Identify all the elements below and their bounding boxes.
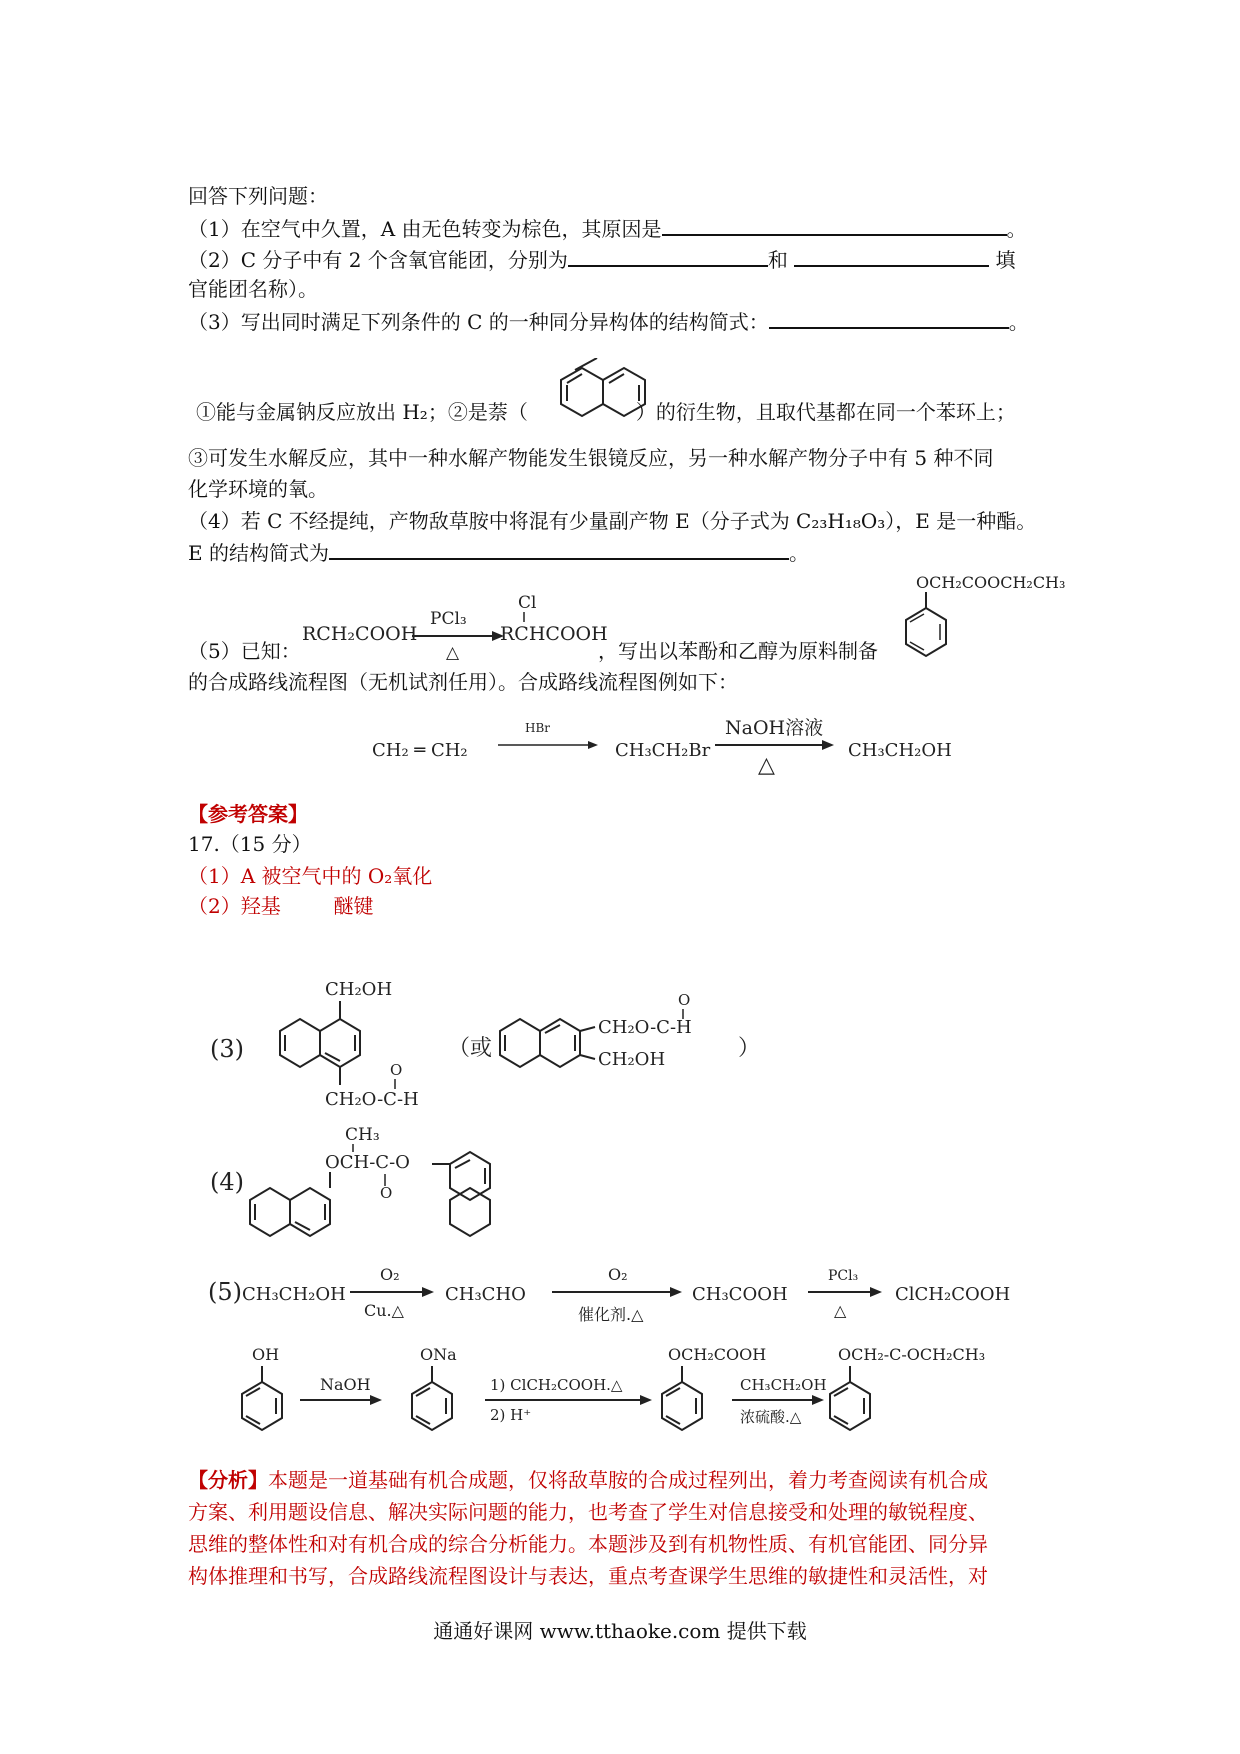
q3-suffix: 。 (1008, 310, 1029, 334)
r5-final: OCH₂-C-OCH₂CH₃ (838, 1345, 986, 1364)
q3-condition-3b: 化学环境的氧。 (188, 477, 328, 501)
r5-r1-top: O₂ (380, 1265, 400, 1284)
q5-line2: 的合成路线流程图（无机试剂任用）。合成路线流程图例如下： (188, 670, 738, 694)
r5-r3-top: PCl₃ (828, 1268, 859, 1284)
answer-2-second: 醚键 (333, 894, 374, 918)
answer-number: 17.（15 分） (188, 832, 312, 856)
example-r2: NaOH溶液 (725, 717, 824, 739)
answer-4-structure (200, 1120, 700, 1265)
example-r1: HBr (525, 721, 551, 735)
q3-text: （3）写出同时满足下列条件的 C 的一种同分异构体的结构简式： (188, 310, 769, 334)
a3-alt-ch2o-c-h: CH₂O-C-H (598, 1017, 692, 1038)
answer-5-label: (5) (208, 1278, 242, 1306)
a4-o: O (380, 1184, 393, 1202)
r5-s1: CH₃CH₂OH (242, 1284, 346, 1305)
r5-s2: CH₃CHO (445, 1284, 526, 1305)
answer-4-label: (4) (210, 1168, 244, 1196)
a4-och-c-o: OCH-C-O (325, 1152, 410, 1173)
question-3 (188, 307, 1029, 336)
example-c2: △ (758, 753, 775, 778)
a4-ch3: CH₃ (345, 1125, 380, 1145)
answer-heading: 【参考答案】 (188, 802, 308, 826)
analysis-line-3: 思维的整体性和对有机合成的综合分析能力。本题涉及到有机物性质、有机官能团、同分异 (188, 1532, 988, 1556)
example-route (370, 710, 970, 780)
q2-suffix: 填 (995, 248, 1016, 272)
known-product-cl: Cl (518, 593, 537, 613)
q1-text: （1）在空气中久置，A 由无色转变为棕色，其原因是 (188, 217, 662, 241)
q3-cond1-b: ）的衍生物，且取代基都在同一个苯环上； (635, 400, 1016, 424)
answer-2 (188, 892, 373, 920)
q4-answer-blank[interactable] (329, 538, 789, 560)
r5-step-a: 1) ClCH₂COOH.△ (490, 1376, 623, 1394)
intro-line: 回答下列问题： (188, 184, 328, 208)
q5-mid: ，写出以苯酚和乙醇为原料制备 (598, 639, 878, 663)
r5-esterify-top: CH₃CH₂OH (740, 1376, 827, 1394)
analysis-line-4: 构体推理和书写，合成路线流程图设计与表达，重点考查课学生思维的敏捷性和灵活性，对 (188, 1564, 988, 1588)
r5-esterify-bot: 浓硫酸.△ (740, 1408, 802, 1426)
r5-r3-bot: △ (834, 1301, 847, 1320)
r5-step-b: 2) H⁺ (490, 1406, 532, 1424)
q4-text: E 的结构简式为 (188, 541, 329, 565)
r5-oh: OH (252, 1345, 280, 1364)
a3-alt-o: O (678, 991, 691, 1009)
r5-s4: ClCH₂COOH (895, 1284, 1011, 1305)
q2-answer-blank-1[interactable] (568, 245, 768, 267)
answer-3-or: （或 (448, 1036, 493, 1061)
known-product: RCHCOOH (500, 623, 608, 645)
a3-o: O (390, 1061, 403, 1079)
q1-suffix: 。 (1006, 217, 1027, 241)
answer-3-structures (200, 975, 1060, 1135)
answer-3-label: (3) (210, 1035, 244, 1063)
target-molecule (880, 570, 1070, 680)
question-4-line2 (188, 538, 809, 567)
q4-suffix: 。 (788, 541, 809, 565)
known-reactant: RCH₂COOH (302, 623, 418, 645)
page-footer: 通通好课网 www.tthaoke.com 提供下载 (433, 1619, 807, 1643)
a3-alt-ch2oh: CH₂OH (598, 1049, 666, 1070)
question-2 (188, 245, 1016, 274)
analysis-line-1 (188, 1466, 988, 1494)
example-s3: CH₃CH₂OH (848, 740, 952, 761)
r5-naoh: NaOH (320, 1375, 371, 1394)
q2-answer-blank-2[interactable] (794, 245, 989, 267)
example-s2: CH₃CH₂Br (615, 740, 711, 761)
q1-answer-blank[interactable] (662, 214, 1007, 236)
naphthalene-structure (548, 358, 658, 430)
q2-text: （2）C 分子中有 2 个含氧官能团，分别为 (188, 248, 568, 272)
known-reagent: PCl₃ (430, 609, 467, 629)
analysis-tag: 【分析】 (188, 1468, 268, 1492)
r5-s3: CH₃COOH (692, 1284, 788, 1305)
q3-condition-3a: ③可发生水解反应，其中一种水解产物能发生银镜反应，另一种水解产物分子中有 5 种不同 (188, 446, 994, 470)
answer-2-first: （2）羟基 (188, 894, 281, 918)
example-s1: CH₂ ═ CH₂ (372, 740, 468, 761)
target-label: OCH₂COOCH₂CH₃ (916, 573, 1066, 592)
known-reaction (300, 590, 610, 660)
answer-1: （1）A 被空气中的 O₂氧化 (188, 864, 433, 888)
r5-ona: ONa (420, 1345, 457, 1364)
r5-och2cooh: OCH₂COOH (668, 1345, 767, 1364)
answer-3-close: ） (738, 1036, 761, 1061)
q3-cond1-a: ①能与金属钠反应放出 H₂；②是萘（ (196, 400, 528, 424)
r5-r2-bot: 催化剂.△ (578, 1305, 644, 1324)
question-5 (188, 637, 301, 665)
r5-r2-top: O₂ (608, 1265, 628, 1284)
analysis-l1: 本题是一道基础有机合成题，仅将敌草胺的合成过程列出，着力考查阅读有机合成 (268, 1468, 988, 1492)
answer-5-route-1 (200, 1258, 1060, 1338)
answer-5-route-2 (200, 1338, 1080, 1458)
question-1 (188, 214, 1027, 243)
question-4-line1: （4）若 C 不经提纯，产物敌草胺中将混有少量副产物 E（分子式为 C₂₃H₁₈O₃），E 是一种酯。 (188, 509, 1037, 533)
known-condition: △ (446, 643, 460, 660)
q3-answer-blank[interactable] (769, 307, 1009, 329)
q2-line2: 官能团名称）。 (188, 277, 318, 301)
r5-r1-bot: Cu.△ (364, 1301, 404, 1320)
a3-ch2o-c-h: CH₂O-C-H (325, 1089, 419, 1110)
analysis-line-2: 方案、利用题设信息、解决实际问题的能力，也考查了学生对信息接受和处理的敏锐程度、 (188, 1500, 988, 1524)
a3-ch2oh: CH₂OH (325, 979, 393, 1000)
q5-prefix: （5）已知： (188, 639, 301, 663)
q2-mid: 和 (767, 248, 788, 272)
